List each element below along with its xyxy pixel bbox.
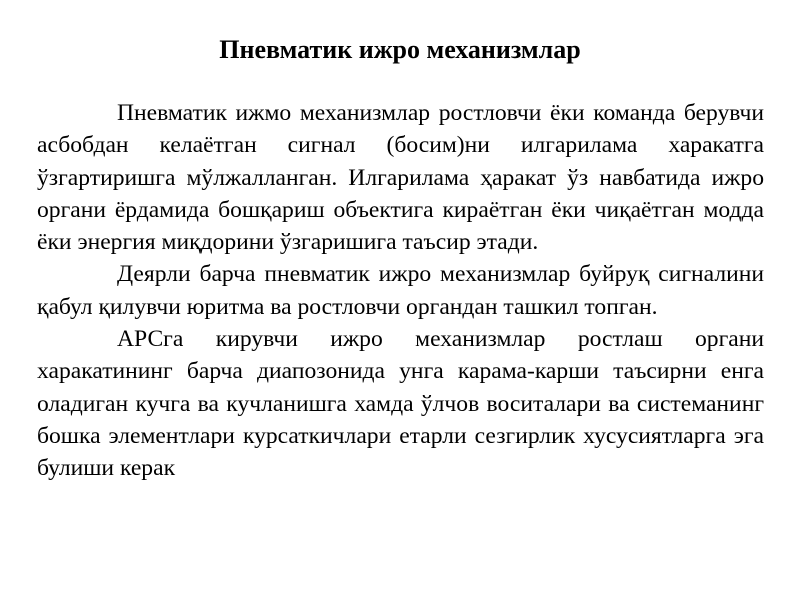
paragraph-3: АРСга кирувчи ижро механизмлар ростлаш органи харакатининг барча диапозонида унга карама-карши таъсирни енга оладиган кучга ва кучланишга хамда ўлчов воситалари ва системанинг бошка элементлари курсаткичлари етарли сезгирлик хусусиятларга эга булиши керак — [37, 326, 764, 482]
page-title: Пневматик ижро механизмлар — [219, 35, 581, 64]
paragraph-2: Деярли барча пневматик ижро механизмлар буйруқ сигналини қабул қилувчи юритма ва ростловчи органдан ташкил топган. — [37, 261, 764, 320]
paragraph-1: Пневматик ижмо механизмлар ростловчи ёки команда берувчи асбобдан келаётган сигнал (босим)ни илгарилама харакатга ўзгартиришга мўлжалланган. Илгарилама ҳаракат ўз навбатида ижро органи ёрдамида бошқариш объектига кираётган ёки чиқаётган модда ёки энергия миқдорини ўзгаришига таъсир этади. — [37, 100, 764, 256]
body-text — [37, 97, 764, 485]
